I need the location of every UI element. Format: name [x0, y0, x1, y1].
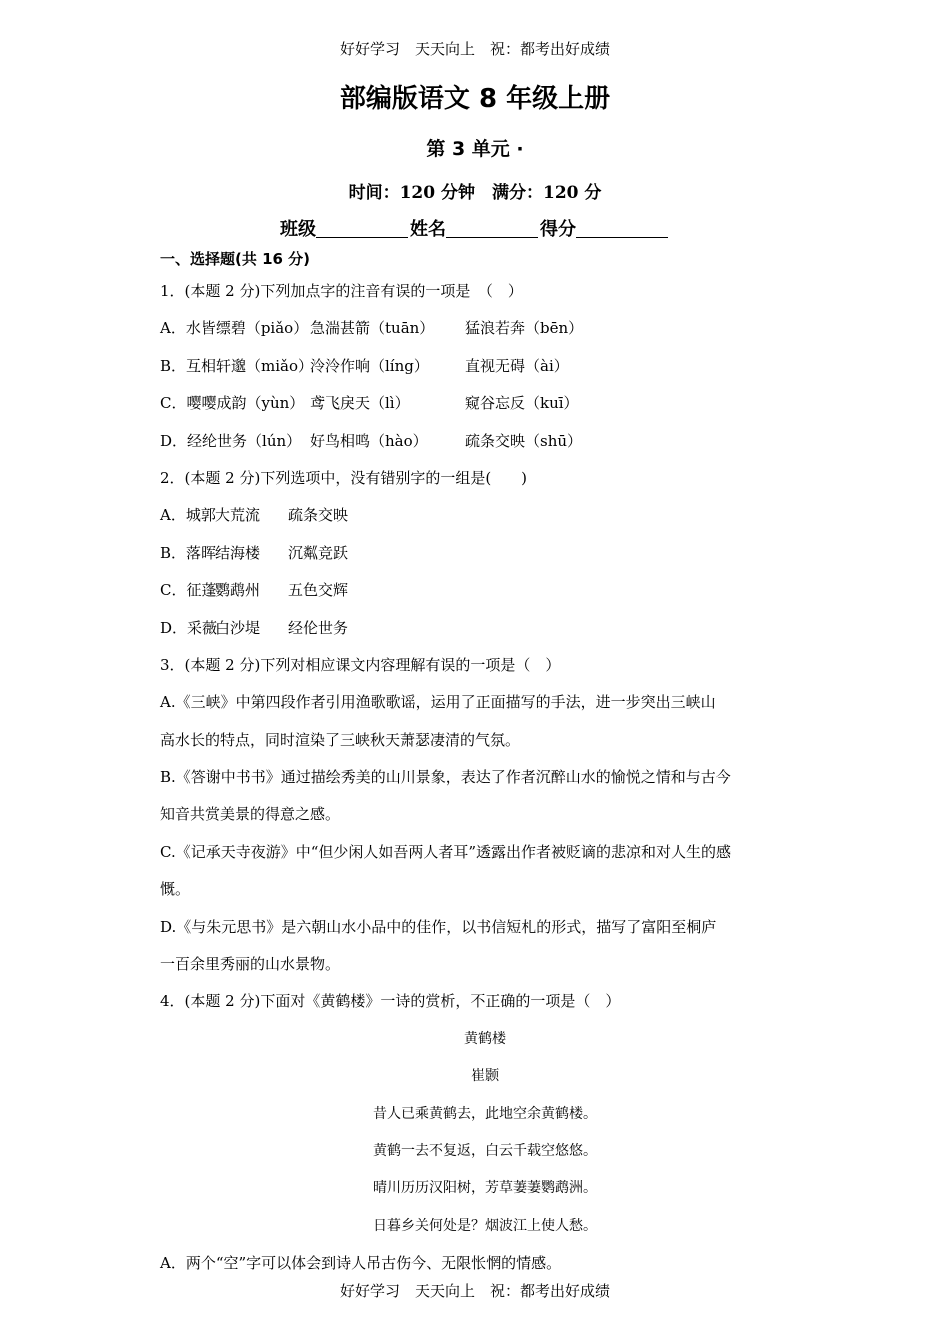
question-3-line: 慨。 — [160, 880, 191, 899]
question-2-option-b — [160, 542, 800, 579]
option-part: 五色交辉 — [288, 581, 349, 600]
question-1-option-b — [160, 355, 800, 392]
option-part: 经伦世务 — [288, 618, 349, 637]
question-1-stem: 1．(本题 2 分)下列加点字的注音有误的一项是 （ ） — [160, 282, 523, 300]
question-2-stem: 2．(本题 2 分)下列选项中，没有错别字的一组是( ) — [160, 468, 528, 487]
option-part: 疏条交映（shū） — [465, 431, 583, 450]
option-part: 泠泠作响（líng） — [310, 356, 429, 375]
option-part: 好鸟相鸣（hào） — [310, 431, 428, 450]
class-label: 班级 — [280, 219, 316, 240]
option-part: 急湍甚箭（tuān） — [310, 319, 435, 338]
name-blank[interactable] — [446, 219, 538, 238]
question-4-option-a: A．两个“空”字可以体会到诗人吊古伤今、无限怅惘的情感。 — [160, 1254, 562, 1273]
question-1-option-d — [160, 430, 800, 467]
question-1-option-a — [160, 317, 800, 354]
question-3-stem: 3．(本题 2 分)下列对相应课文内容理解有误的一项是（ ） — [160, 655, 561, 674]
option-part: 鸢飞戾天（lì） — [310, 394, 410, 413]
question-3-line: D.《与朱元思书》是六朝山水小品中的佳作，以书信短札的形式，描写了富阳至桐庐 — [160, 917, 717, 936]
page-footer: 好好学习 天天向上 祝：都考出好成绩 — [339, 1282, 610, 1300]
option-part: 直视无碍（ài） — [465, 356, 569, 375]
page-header: 好好学习 天天向上 祝：都考出好成绩 — [339, 40, 610, 58]
question-1-option-c — [160, 392, 800, 429]
class-blank[interactable] — [316, 219, 408, 238]
question-2-option-a — [160, 504, 800, 541]
option-part: C．征蓬 — [160, 581, 217, 600]
poem-line: 黄鹤一去不复返，白云千载空悠悠。 — [373, 1142, 597, 1159]
section-heading: 一、选择题(共 16 分) — [160, 250, 311, 268]
question-3-line: C.《记承天寺夜游》中“但少闲人如吾两人者耳”透露出作者被贬谪的悲凉和对人生的感 — [160, 842, 732, 861]
poem-author: 崔颢 — [471, 1068, 499, 1085]
name-label: 姓名 — [410, 219, 446, 240]
option-part: B．互相轩邈（miǎo） — [160, 356, 314, 375]
score-label: 得分 — [540, 219, 576, 240]
unit-title: 第 3 单元 · — [426, 138, 524, 160]
score-blank[interactable] — [576, 219, 668, 238]
page-title: 部编版语文 8 年级上册 — [339, 84, 611, 114]
option-part: 结海楼 — [215, 543, 261, 562]
option-part: D．经纶世务（lún） — [160, 431, 302, 450]
poem-title: 黄鹤楼 — [464, 1030, 506, 1047]
poem-line: 晴川历历汉阳树，芳草萋萋鹦鹉洲。 — [373, 1180, 597, 1197]
option-part: 大荒流 — [215, 506, 261, 525]
question-2-option-c — [160, 579, 800, 616]
poem-line: 昔人已乘黄鹤去，此地空余黄鹤楼。 — [373, 1105, 597, 1122]
option-part: 猛浪若奔（bēn） — [465, 319, 584, 338]
option-part: 窥谷忘反（kuī） — [465, 394, 579, 413]
question-3-line: 一百余里秀丽的山水景物。 — [160, 955, 341, 974]
option-part: B．落晖 — [160, 543, 217, 562]
question-4-stem: 4．(本题 2 分)下面对《黄鹤楼》一诗的赏析，不正确的一项是（ ） — [160, 992, 621, 1011]
option-part: 疏条交映 — [288, 506, 349, 525]
poem-line: 日暮乡关何处是？烟波江上使人愁。 — [373, 1217, 597, 1234]
option-part: C．嘤嘤成韵（yùn） — [160, 394, 305, 413]
question-2-option-d — [160, 617, 800, 654]
question-3-line: A.《三峡》中第四段作者引用渔歌歌谣，运用了正面描写的手法，进一步突出三峡山 — [160, 693, 716, 712]
option-part: D．采薇 — [160, 618, 218, 637]
option-part: 白沙堤 — [215, 618, 261, 637]
option-part: 沉粼竞跃 — [288, 543, 349, 562]
question-3-line: B.《答谢中书书》通过描绘秀美的山川景象，表达了作者沉醉山水的愉悦之情和与古今 — [160, 768, 731, 787]
question-3-line: 知音共赏美景的得意之感。 — [160, 805, 341, 824]
option-part: 鹦鹉州 — [215, 581, 261, 600]
time-info: 时间：120 分钟 满分：120 分 — [348, 183, 602, 203]
question-3-line: 高水长的特点，同时渲染了三峡秋天萧瑟凄清的气氛。 — [160, 730, 521, 749]
question-body — [160, 248, 800, 1290]
student-info-row — [0, 215, 950, 241]
option-part: A．城郭 — [160, 506, 216, 525]
option-part: A．水皆缥碧（piǎo） — [160, 319, 309, 338]
